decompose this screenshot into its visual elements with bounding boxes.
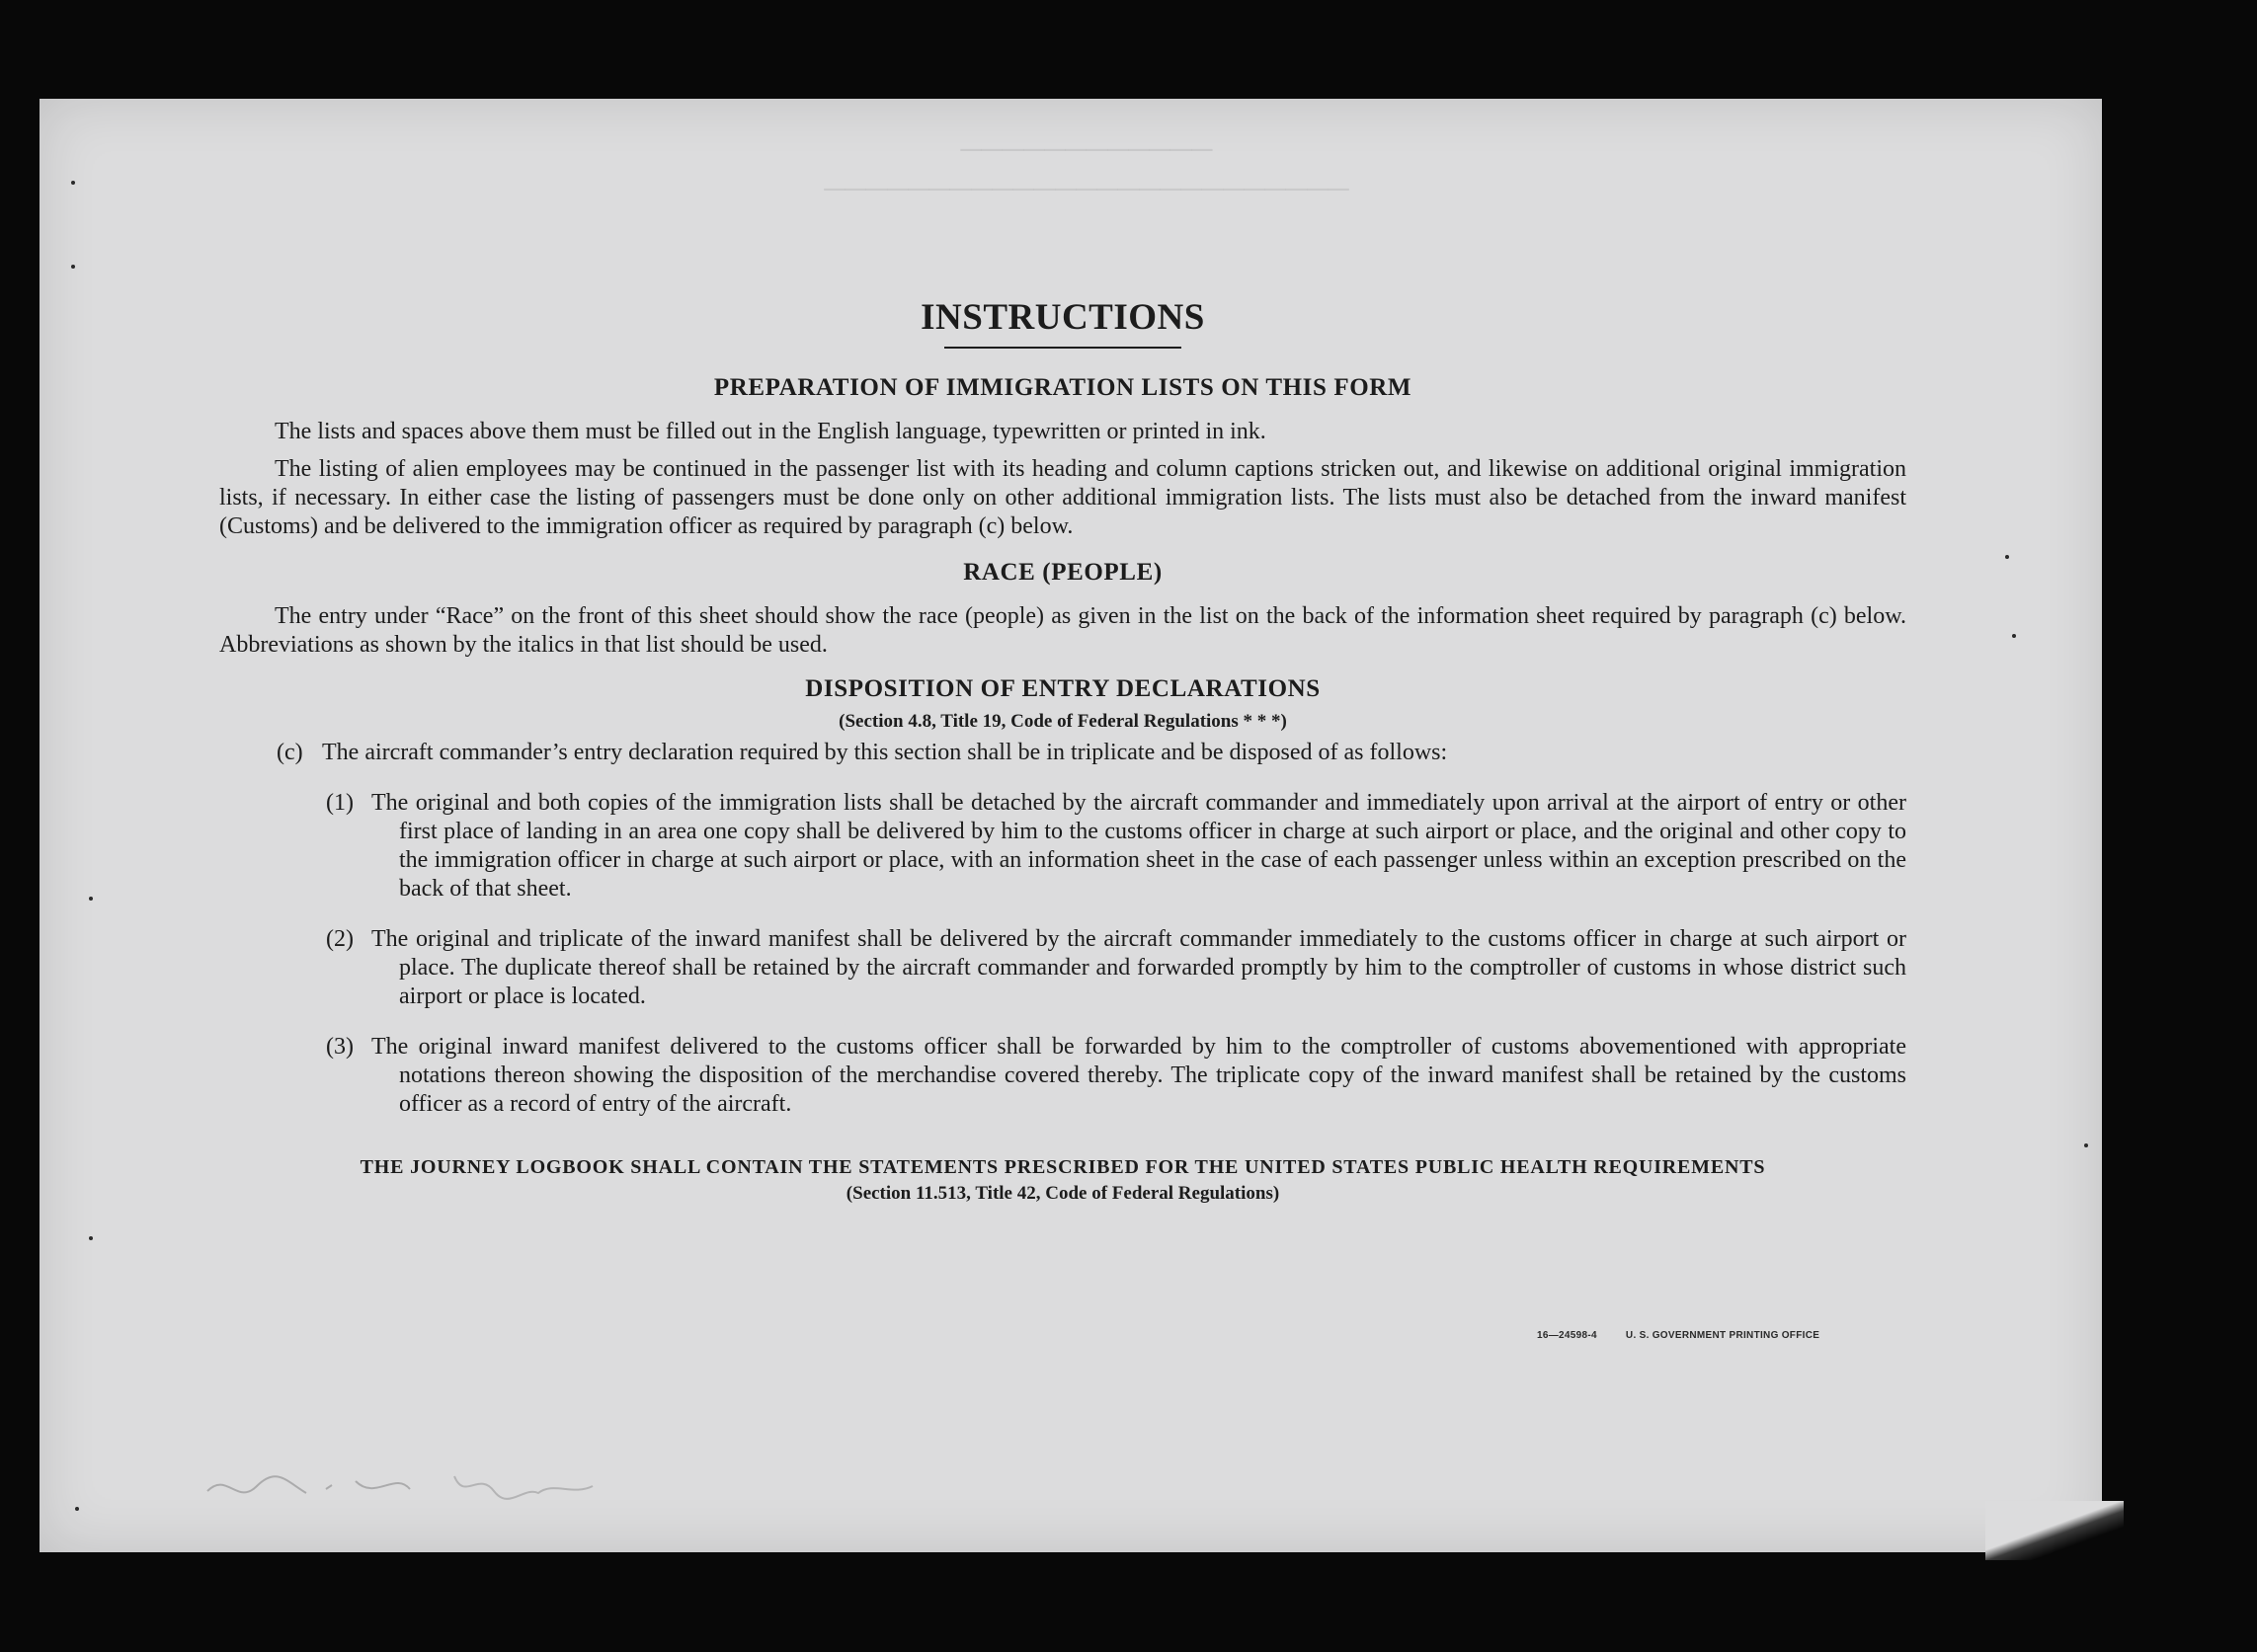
page-title: INSTRUCTIONS bbox=[921, 297, 1205, 338]
scan-speck bbox=[89, 1236, 93, 1240]
paragraph-c bbox=[219, 739, 1906, 767]
logbook-requirement-heading: THE JOURNEY LOGBOOK SHALL CONTAIN THE STATEMENTS PRESCRIBED FOR THE UNITED STATES PUBLIC HEALTH REQUIREMENTS bbox=[360, 1156, 1766, 1178]
list-item-text: The original inward manifest delivered to the customs officer shall be forwarded by him to the comptroller of customs abovementioned with appropriate notations thereon showing the disposition of the merchandise covered thereby. The triplicate copy of the inward manifest shall be retained by the customs officer as a record of entry of the aircraft. bbox=[371, 1034, 1906, 1117]
preparation-paragraph-2: The listing of alien employees may be continued in the passenger list with its heading and column captions stricken out, and likewise on additional original immigration lists, if necessary. In either case the listing of passengers must be done only on other additional immigration lists. The lists must also be detached from the inward manifest (Customs) and be delivered to the immigration officer as required by paragraph (c) below. bbox=[219, 456, 1906, 539]
race-paragraph: The entry under “Race” on the front of this sheet should show the race (people) as given in the list on the back of the information sheet required by paragraph (c) below. Abbreviations as shown by the italics in that list should be used. bbox=[219, 603, 1906, 658]
scan-speck bbox=[89, 897, 93, 901]
list-item-number: (3) bbox=[326, 1034, 354, 1060]
printer-name: U. S. GOVERNMENT PRINTING OFFICE bbox=[1625, 1330, 1820, 1341]
scan-speck bbox=[71, 181, 75, 185]
logbook-requirement-citation: (Section 11.513, Title 42, Code of Federal Regulations) bbox=[846, 1183, 1280, 1204]
reverse-side-bleed-through: ──────────── ───────────────────────── bbox=[824, 133, 1349, 205]
disposition-heading: DISPOSITION OF ENTRY DECLARATIONS bbox=[805, 675, 1321, 702]
list-item bbox=[219, 1033, 1906, 1119]
race-heading: RACE (PEOPLE) bbox=[963, 559, 1163, 586]
scan-speck bbox=[75, 1507, 79, 1511]
scan-speck bbox=[71, 265, 75, 269]
title-underline bbox=[944, 347, 1181, 349]
list-item bbox=[219, 789, 1906, 904]
paragraph-c-label: (c) bbox=[277, 740, 303, 765]
preparation-paragraph-1: The lists and spaces above them must be filled out in the English language, typewritten or printed in ink. bbox=[275, 419, 1266, 444]
disposition-citation: (Section 4.8, Title 19, Code of Federal Regulations * * *) bbox=[839, 711, 1287, 732]
faint-signature-image bbox=[198, 1452, 612, 1521]
form-number: 16—24598-4 bbox=[1537, 1330, 1597, 1341]
scan-speck bbox=[2012, 634, 2016, 638]
list-item-text: The original and both copies of the immigration lists shall be detached by the aircraft commander and immediately upon arrival at the airport of entry or other first place of landing in an area one copy shall be delivered by him to the customs officer in charge at such airport or place, and the original and other copy to the immigration officer in charge at such airport or place, with an information sheet in the case of each passenger unless within an exception prescribed on the back of that sheet. bbox=[371, 790, 1906, 902]
instructions-content bbox=[219, 296, 1906, 1205]
scan-speck bbox=[2084, 1143, 2088, 1147]
page-corner-fold bbox=[1985, 1501, 2124, 1560]
printer-imprint bbox=[1537, 1330, 1845, 1341]
scan-speck bbox=[2005, 555, 2009, 559]
list-item-number: (1) bbox=[326, 790, 354, 816]
preparation-heading: PREPARATION OF IMMIGRATION LISTS ON THIS FORM bbox=[713, 374, 1412, 401]
paragraph-c-text: The aircraft commander’s entry declaration required by this section shall be in triplicate and be disposed of as follows: bbox=[322, 740, 1448, 765]
list-item bbox=[219, 925, 1906, 1011]
list-item-text: The original and triplicate of the inward manifest shall be delivered by the aircraft commander immediately to the customs officer in charge at such airport or place. The duplicate thereof shall be retained by the aircraft commander and forwarded promptly by him to the comptroller of customs in whose district such airport or place is located. bbox=[371, 926, 1906, 1009]
list-item-number: (2) bbox=[326, 926, 354, 952]
